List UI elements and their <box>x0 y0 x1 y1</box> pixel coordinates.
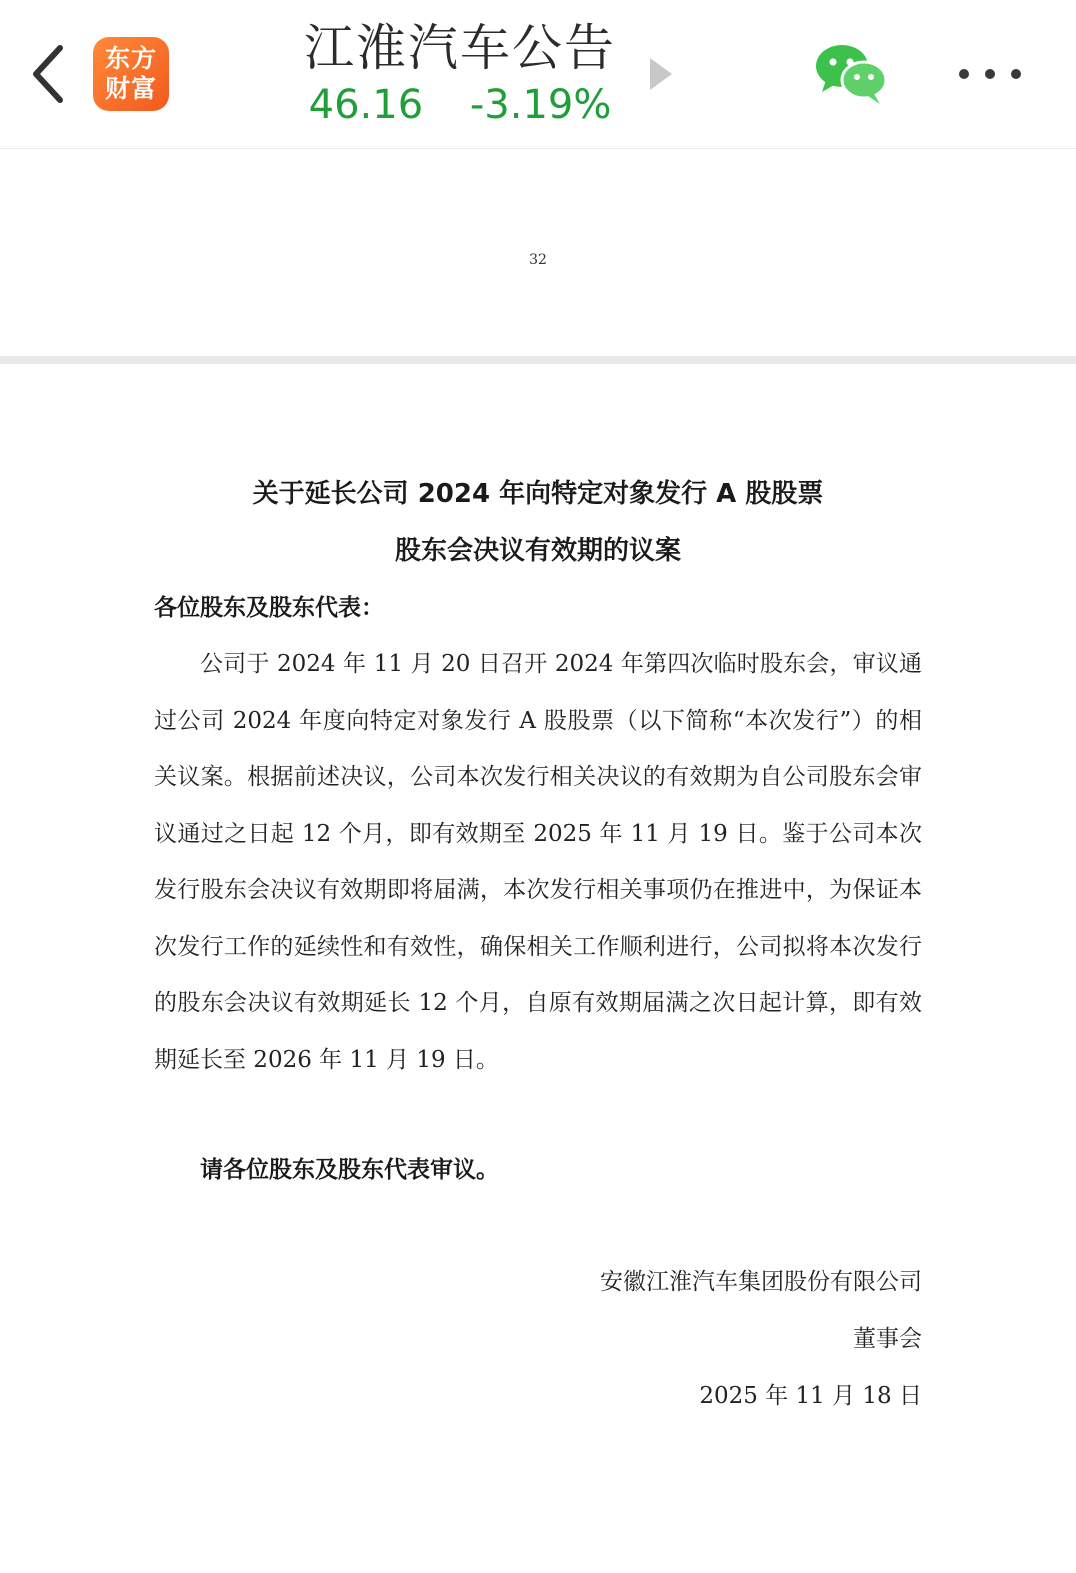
signature-block <box>154 1254 922 1425</box>
document-title-line2: 股东会决议有效期的议案 <box>394 536 681 566</box>
back-button[interactable] <box>22 38 74 110</box>
brand-logo-line1: 东方 <box>104 44 157 73</box>
quote-row <box>280 82 640 128</box>
more-dots-icon <box>959 69 969 79</box>
body-paragraph: 公司于 2024 年 11 月 20 日召开 2024 年第四次临时股东会，审议通过公司 2024 年度向特定对象发行 A 股股票（以下简称“本次发行”）的相关议案。根据前述决议，公司本次发行相关决议的有效期为自公司股东会审议通过之日起 12 个月，即有效期至 2025 年 11 月 19 日。鉴于公司本次发行股东会决议有效期即将届满，本次发行相关事项仍在推进中，为保证本次发行工作的延续性和有效性，确保相关工作顺利进行，公司拟将本次发行的股东会决议有效期延长 12 个月，自原有效期届满之次日起计算，即有效期延长至 2026 年 11 月 19 日。 <box>154 651 922 1073</box>
stock-name: 江淮汽车公告 <box>304 19 616 77</box>
wechat-icon <box>812 42 890 106</box>
page-divider <box>0 356 1076 364</box>
brand-logo[interactable] <box>93 37 169 111</box>
signature-board: 董事会 <box>853 1326 922 1352</box>
chevron-left-icon <box>28 42 68 106</box>
stock-price: 46.16 <box>308 82 424 128</box>
wechat-share-button[interactable] <box>812 42 890 106</box>
stock-change-percent: -3.19% <box>469 82 612 128</box>
signature-date: 2025 年 11 月 18 日 <box>699 1383 922 1409</box>
stock-title-block[interactable] <box>280 18 640 128</box>
more-options-button[interactable] <box>948 56 1032 92</box>
brand-logo-line2: 财富 <box>104 74 157 103</box>
closing-request: 请各位股东及股东代表审议。 <box>200 1157 499 1183</box>
document-title-line1: 关于延长公司 2024 年向特定对象发行 A 股股票 <box>252 479 824 509</box>
more-dots-icon <box>985 69 995 79</box>
salutation: 各位股东及股东代表： <box>154 595 384 621</box>
page-number: 32 <box>529 252 547 268</box>
announcement-document <box>154 466 922 1425</box>
more-dots-icon <box>1011 69 1021 79</box>
top-bar <box>0 0 1076 149</box>
signature-company: 安徽江淮汽车集团股份有限公司 <box>600 1269 922 1295</box>
play-triangle-icon[interactable] <box>646 56 676 92</box>
